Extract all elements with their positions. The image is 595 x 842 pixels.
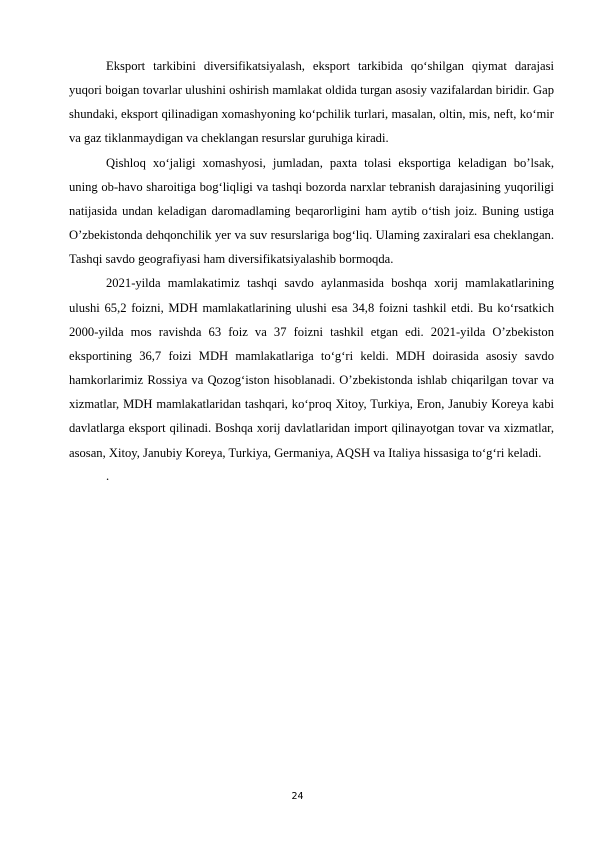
paragraph-agricultural-raw-materials: Qishloq xo‘jaligi xomashyosi, jumladan, paxta tolasi eksportiga keladigan bo’lsak, uning ob-havo sharoitiga bog‘liqligi va tashqi bozorda narxlar tebranish darajasining yuqoriligi natijasida undan keladigan daromadlaming beqarorligini ham aytib o‘tish joiz. Buning ustiga O’zbekistonda dehqonchilik yer va suv resurslariga bog‘liq. Ulaming zaxiralari esa cheklangan. Tashqi savdo geografiyasi ham diversifikatsiyalashib bormoqda. xyxy=(69,155,554,267)
trailing-mark: . xyxy=(106,468,110,483)
page-number: 24 xyxy=(291,791,304,802)
paragraph-export-diversification: Eksport tarkibini diversifikatsiyalash, eksport tarkibida qo‘shilgan qiymat darajasi yuqori boigan tovarlar ulushini oshirish mamlakat oldida turgan asosiy vazifalardan biridir. Gap shundaki, eksport qilinadigan xomashyoning ko‘pchilik turlari, masalan, oltin, mis, neft, ko‘mir va gaz tiklanmaydigan va cheklangan resurslar guruhiga kiradi. xyxy=(69,59,554,146)
paragraph-foreign-trade-2021: 2021-yilda mamlakatimiz tashqi savdo aylanmasida boshqa xorij mamlakatlarining ulushi 65,2 foizni, MDH mamlakatlarining ulushi esa 34,8 foizni tashkil etdi. Bu ko‘rsatkich 2000-yilda mos ravishda 63 foiz va 37 foizni tashkil etgan edi. 2021-yilda O’zbekiston eksportining 36,7 foizi MDH mamlakatlariga to‘g‘ri keldi. MDH doirasida asosiy savdo hamkorlarimiz Rossiya va Qozog‘iston hisoblanadi. O’zbekistonda ishlab chiqarilgan tovar va xizmatlar, MDH mamlakatlaridan tashqari, ko‘proq Xitoy, Turkiya, Eron, Janubiy Koreya kabi davlatlarga eksport qilinadi. Boshqa xorij davlatlaridan import qilinayotgan tovar va xizmatlar, asosan, Xitoy, Janubiy Koreya, Turkiya, Germaniya, AQSH va Italiya hissasiga to‘g‘ri keladi. xyxy=(69,276,554,460)
body-text xyxy=(69,54,554,487)
